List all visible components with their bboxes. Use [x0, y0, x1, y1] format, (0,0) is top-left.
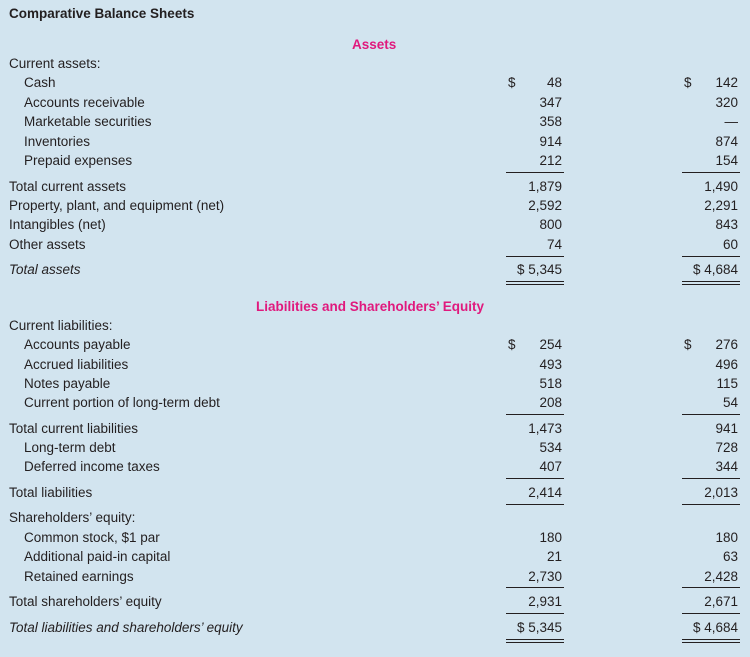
row-label: Common stock, $1 par: [24, 530, 160, 545]
row-label: Property, plant, and equipment (net): [9, 198, 225, 213]
value-col2: 2,671: [704, 594, 738, 609]
value-col2: 60: [722, 237, 738, 252]
row-label: Total liabilities: [9, 485, 93, 500]
value-col1: 800: [539, 217, 562, 232]
value-col2: 843: [715, 217, 738, 232]
double-rule: [506, 642, 564, 643]
value-col2: 1,490: [704, 179, 738, 194]
value-col1: 1,879: [528, 179, 562, 194]
subtotal-rule: [506, 414, 564, 415]
row-label: Total liabilities and shareholders’ equity: [9, 620, 243, 635]
value-col2: 320: [715, 95, 738, 110]
value-col1: 358: [539, 114, 562, 129]
value-col2: 2,291: [704, 198, 738, 213]
dollar-sign: $: [684, 337, 692, 352]
value-col1: 914: [539, 134, 562, 149]
value-col1: 2,931: [528, 594, 562, 609]
page-title: Comparative Balance Sheets: [9, 6, 195, 21]
row-label: Inventories: [24, 134, 91, 149]
value-col2: 874: [715, 134, 738, 149]
value-col2: 728: [715, 440, 738, 455]
value-col1: 254: [539, 337, 562, 352]
dollar-sign: $: [508, 75, 516, 90]
value-col1: 493: [539, 357, 562, 372]
value-col2: $ 4,684: [692, 262, 738, 277]
double-rule: [506, 639, 564, 640]
value-col2: 276: [715, 337, 738, 352]
value-col2: $ 4,684: [692, 620, 738, 635]
current-liabilities-label: Current liabilities:: [9, 318, 113, 333]
value-col1: 180: [539, 530, 562, 545]
value-col2: 154: [715, 153, 738, 168]
dollar-sign: $: [508, 337, 516, 352]
value-col1: $ 5,345: [516, 262, 562, 277]
value-col1: 212: [539, 153, 562, 168]
subtotal-rule: [682, 414, 740, 415]
subtotal-rule: [682, 256, 740, 257]
subtotal-rule: [506, 504, 564, 505]
row-label: Current portion of long-term debt: [24, 395, 220, 410]
row-label: Total shareholders’ equity: [9, 594, 162, 609]
value-col1: 407: [539, 459, 562, 474]
subtotal-rule: [506, 587, 564, 588]
liabilities-heading: Liabilities and Shareholders’ Equity: [256, 299, 485, 314]
row-label: Long-term debt: [24, 440, 116, 455]
row-label: Total current assets: [9, 179, 127, 194]
assets-heading: Assets: [352, 37, 397, 52]
value-col2: 54: [722, 395, 738, 410]
value-col2: 2,428: [704, 569, 738, 584]
value-col2: —: [724, 114, 738, 129]
row-label: Additional paid-in capital: [24, 549, 171, 564]
row-label: Marketable securities: [24, 114, 152, 129]
value-col2: 63: [722, 549, 738, 564]
double-rule: [682, 284, 740, 285]
subtotal-rule: [682, 504, 740, 505]
double-rule: [682, 642, 740, 643]
double-rule: [506, 284, 564, 285]
value-col1: 2,730: [528, 569, 562, 584]
row-label: Prepaid expenses: [24, 153, 133, 168]
row-label: Accounts payable: [24, 337, 131, 352]
double-rule: [682, 281, 740, 282]
value-col1: 21: [546, 549, 562, 564]
value-col1: 74: [546, 237, 562, 252]
value-col2: 180: [715, 530, 738, 545]
row-label: Retained earnings: [24, 569, 134, 584]
value-col1: 534: [539, 440, 562, 455]
current-assets-label: Current assets:: [9, 56, 101, 71]
value-col1: 48: [546, 75, 562, 90]
row-label: Total current liabilities: [9, 421, 139, 436]
value-col2: 344: [715, 459, 738, 474]
row-label: Other assets: [9, 237, 86, 252]
subtotal-rule: [506, 172, 564, 173]
subtotal-rule: [506, 478, 564, 479]
row-label: Notes payable: [24, 376, 111, 391]
double-rule: [682, 639, 740, 640]
subtotal-rule: [682, 172, 740, 173]
double-rule: [506, 281, 564, 282]
value-col1: 518: [539, 376, 562, 391]
value-col2: 941: [715, 421, 738, 436]
subtotal-rule: [682, 478, 740, 479]
value-col2: 2,013: [704, 485, 738, 500]
row-label: Intangibles (net): [9, 217, 106, 232]
row-label: Cash: [24, 75, 56, 90]
dollar-sign: $: [684, 75, 692, 90]
row-label: Total assets: [9, 262, 81, 277]
row-label: Accrued liabilities: [24, 357, 129, 372]
subtotal-rule: [506, 256, 564, 257]
subtotal-rule: [682, 613, 740, 614]
value-col1: 1,473: [528, 421, 562, 436]
value-col2: 496: [715, 357, 738, 372]
row-label: Deferred income taxes: [24, 459, 160, 474]
value-col1: 347: [539, 95, 562, 110]
subtotal-rule: [506, 613, 564, 614]
value-col2: 115: [716, 376, 738, 391]
shareholders-equity-label: Shareholders’ equity:: [9, 510, 136, 525]
value-col1: 2,414: [528, 485, 562, 500]
value-col1: 2,592: [528, 198, 562, 213]
value-col2: 142: [715, 75, 738, 90]
subtotal-rule: [682, 587, 740, 588]
row-label: Accounts receivable: [24, 95, 145, 110]
value-col1: 208: [539, 395, 562, 410]
value-col1: $ 5,345: [516, 620, 562, 635]
